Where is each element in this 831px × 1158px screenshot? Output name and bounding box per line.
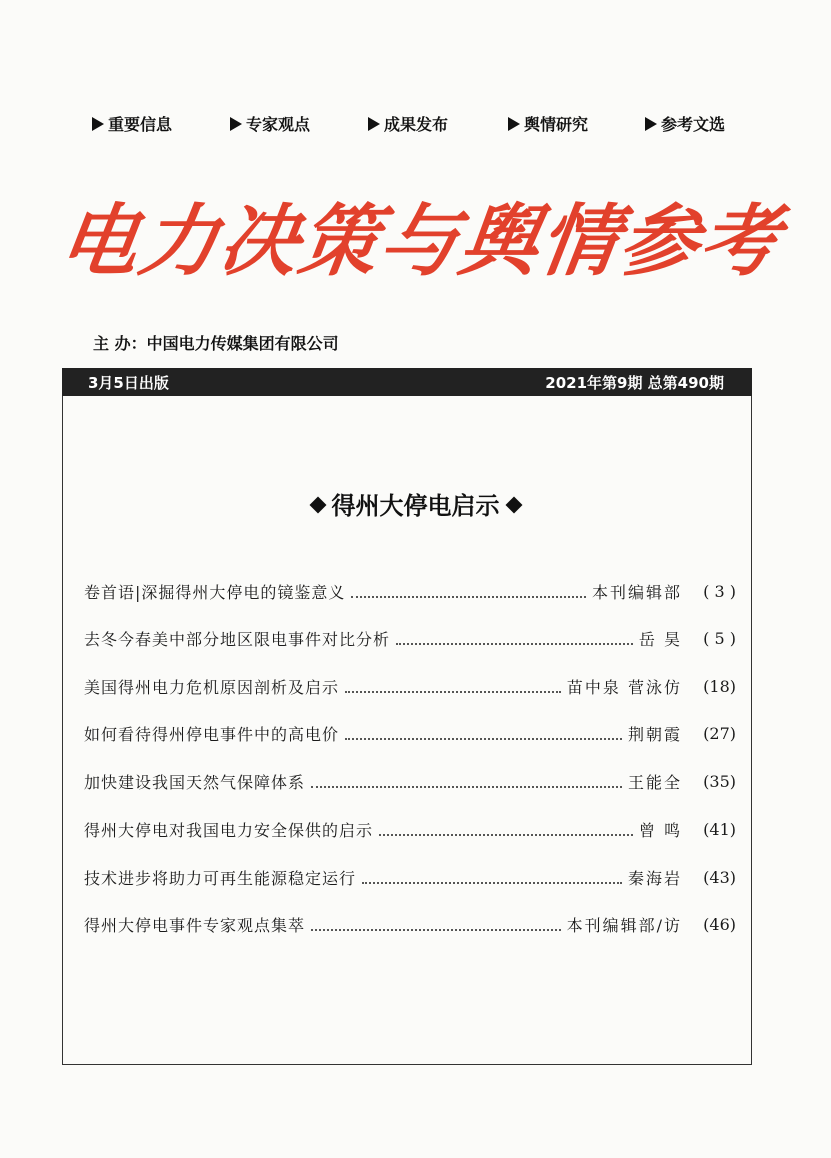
sponsor-line: 主 办：中国电力传媒集团有限公司 [93, 334, 339, 353]
leader-dots [351, 596, 586, 598]
leader-dots [311, 929, 561, 931]
issue-number: 2021年第9期 总第490期 [545, 374, 724, 392]
nav-item-opinion-research[interactable]: 舆情研究 [508, 112, 588, 135]
leader-dots [345, 738, 622, 740]
toc-entry-page: ( 3 ) [703, 581, 736, 601]
toc-entry[interactable] [84, 718, 736, 748]
nav-item-results[interactable]: 成果发布 [368, 112, 448, 135]
triangle-right-icon [230, 117, 242, 131]
toc-entry-author: 秦海岩 [627, 868, 682, 888]
nav-item-expert-views[interactable]: 专家观点 [230, 112, 310, 135]
leader-dots [379, 834, 633, 836]
nav-item-reference-articles[interactable]: 参考文选 [645, 112, 725, 135]
masthead-title: 电力决策与舆情参考 [53, 196, 787, 287]
toc-entry-author: 苗中泉 菅泳仿 [566, 677, 682, 697]
leader-dots [396, 643, 633, 645]
toc-entry-author: 曾 鸣 [638, 820, 682, 840]
triangle-right-icon [368, 117, 380, 131]
toc-entry-page: ( 5 ) [703, 628, 736, 648]
section-title: 得州大停电启示 [0, 486, 831, 521]
issue-date: 3月5日出版 [88, 374, 169, 392]
top-nav [0, 112, 831, 140]
toc-entry-title: 技术进步将助力可再生能源稳定运行 [84, 868, 357, 888]
diamond-icon [505, 497, 522, 514]
leader-dots [362, 882, 622, 884]
triangle-right-icon [508, 117, 520, 131]
leader-dots [345, 691, 561, 693]
triangle-right-icon [92, 117, 104, 131]
toc-entry[interactable] [84, 814, 736, 844]
toc-entry-page: (43) [703, 867, 736, 887]
toc-entry[interactable] [84, 909, 736, 939]
toc-entry[interactable] [84, 862, 736, 892]
toc-entry-author: 本刊编辑部/访 [566, 915, 682, 935]
toc-entry-page: (18) [703, 676, 736, 696]
diamond-icon [309, 497, 326, 514]
toc-entry-page: (41) [703, 819, 736, 839]
toc-entry[interactable] [84, 671, 736, 701]
toc-entry-author: 本刊编辑部 [591, 582, 682, 602]
triangle-right-icon [645, 117, 657, 131]
toc-entry-author: 荆朝霞 [627, 724, 682, 744]
toc-entry-title: 如何看待得州停电事件中的高电价 [84, 724, 340, 744]
toc-entry[interactable] [84, 576, 736, 606]
toc-entry-page: (27) [703, 723, 736, 743]
toc-entry-title: 美国得州电力危机原因剖析及启示 [84, 677, 340, 697]
leader-dots [311, 786, 622, 788]
toc-entry-title: 得州大停电对我国电力安全保供的启示 [84, 820, 374, 840]
toc-entry-author: 岳 昊 [638, 629, 682, 649]
toc-entry-author: 王能全 [627, 772, 682, 792]
toc-entry-page: (35) [703, 771, 736, 791]
issue-bar [62, 368, 752, 396]
nav-item-important-info[interactable]: 重要信息 [92, 112, 172, 135]
toc-entry[interactable] [84, 623, 736, 653]
toc-entry[interactable] [84, 766, 736, 796]
toc-entry-title: 卷首语|深掘得州大停电的镜鉴意义 [84, 582, 346, 602]
toc-entry-page: (46) [703, 914, 736, 934]
toc-entry-title: 去冬今春美中部分地区限电事件对比分析 [84, 629, 391, 649]
toc-entry-title: 加快建设我国天然气保障体系 [84, 772, 306, 792]
toc-entry-title: 得州大停电事件专家观点集萃 [84, 915, 306, 935]
